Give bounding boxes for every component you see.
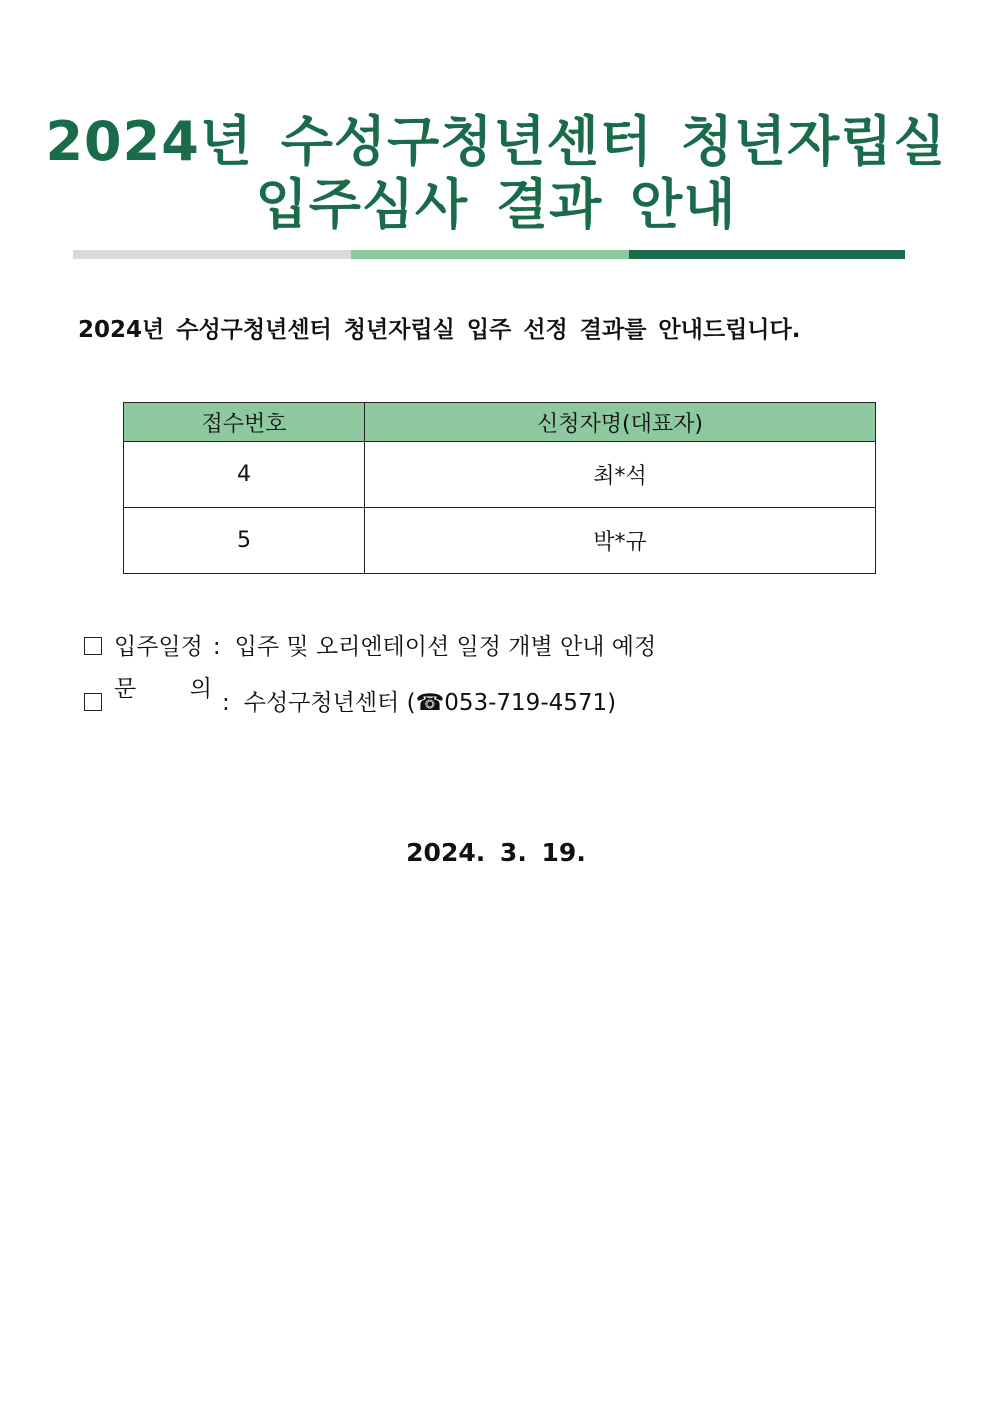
checkbox-icon	[84, 693, 102, 711]
header-receipt-number: 접수번호	[124, 403, 365, 442]
page-title-line-1: 2024년 수성구청년센터 청년자립실	[45, 110, 947, 173]
note-label-part-1: 문	[114, 676, 137, 702]
cell-receipt-number: 5	[124, 508, 365, 574]
divider-bar-dark-green	[629, 250, 905, 259]
phone-icon: ☎	[415, 690, 445, 716]
table-row	[124, 508, 876, 574]
table-row	[124, 442, 876, 508]
document-date: 2024. 3. 19.	[406, 838, 586, 867]
notes-section	[84, 626, 656, 724]
note-text: 수성구청년센터 (	[243, 690, 416, 716]
note-inquiry	[84, 668, 656, 724]
note-schedule	[84, 626, 656, 668]
page-title-line-2: 입주심사 결과 안내	[255, 173, 737, 236]
cell-applicant-name: 박*규	[365, 508, 876, 574]
table-header-row	[124, 403, 876, 442]
results-table	[123, 402, 876, 574]
note-separator: :	[222, 690, 230, 716]
divider-bar-gray	[73, 250, 351, 259]
divider-bar-light-green	[351, 250, 629, 259]
note-label: 입주일정	[114, 634, 203, 660]
header-applicant-name: 신청자명(대표자)	[365, 403, 876, 442]
note-label-part-2: 의	[189, 676, 212, 702]
note-text: 입주 및 오리엔테이션 일정 개별 안내 예정	[234, 634, 657, 660]
note-label	[114, 668, 212, 710]
cell-applicant-name: 최*석	[365, 442, 876, 508]
note-separator: :	[212, 634, 221, 660]
phone-number: 053-719-4571)	[444, 690, 617, 716]
cell-receipt-number: 4	[124, 442, 365, 508]
intro-text: 2024년 수성구청년센터 청년자립실 입주 선정 결과를 안내드립니다.	[78, 317, 801, 343]
checkbox-icon	[84, 637, 102, 655]
